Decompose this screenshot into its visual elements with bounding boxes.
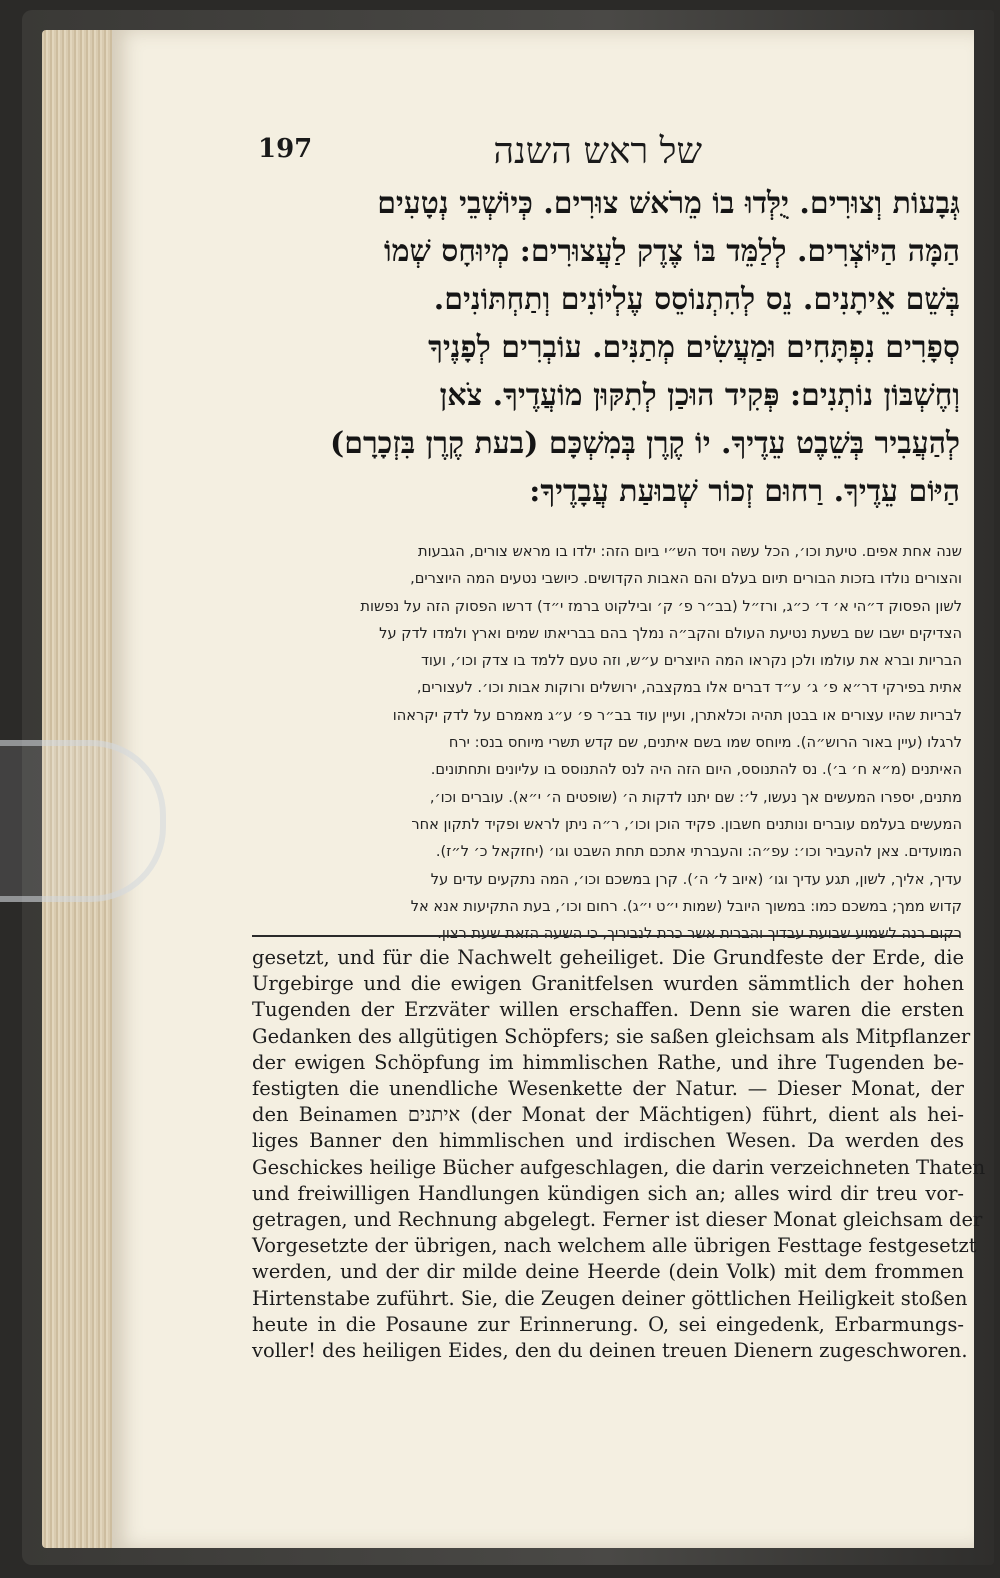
prayer-line: סְפָרִים נִפְתָּחִים וּמַעֲשִׂים מְתַנִּים. עוֹבְרִים לְפָנֶיךָ (428, 330, 960, 365)
prayer-line: גְּבָעוֹת וְצוּרִים. יֻלְּדוּ בוֹ מֵרֹאשׁ צוּרִים. כְּיוֹשְׁבֵי נְטָעִים (377, 186, 960, 221)
translation-line: heute in die Posaune zur Erinnerung. O, sei eingedenk, Erbarmungs- (252, 1312, 964, 1336)
commentary-line: רקום רנה לשמוע שבועת עבדיך והברית אשר כרת לנביריך, כי השעה הזאת שעת רצון. (437, 925, 962, 943)
prayer-line: לְהַעֲבִיר בְּשֵׁבֶט עֵדֶיךָ. יוֹ קֶרֶן בְּמִשְׁכָּם (בעת קֶרֶן בִּזְכָרָם) (330, 426, 960, 461)
commentary-line: לשון הפסוק ד״הי א׳ ד׳ כ״ג, ורז״ל (בב״ר פ׳ ק׳ ובילקוט ברמז י״ד) דרשו הפסוק הזה על נפשות (360, 597, 962, 615)
translation-line: den Beinamen איתנים (der Monat der Mächtigen) führt, dient als hei- (252, 1103, 965, 1127)
prayer-line: הַמָּה הַיּוֹצְרִים. לְלַמֵּד בּוֹ צֶדֶק לַעֲצוּרִים: מְיוּחָס שְׁמוֹ (384, 234, 960, 269)
translation-line: Geschickes heilige Bücher aufgeschlagen, die darin verzeichneten Thaten (252, 1155, 986, 1179)
commentary-line: עדיך, אליך, לשון, תגע עדיך וגו׳ (איוב ל׳ ה׳). קרן במשכם וכו׳, המה נתקעים עדים על (430, 870, 962, 888)
commentary-line: הצדיקים ישבו שם בשעת נטיעת העולם והקב״ה נמלך בהם בבריאתו שמים וארץ ולמדו לדק על (379, 624, 962, 642)
commentary-line: לרגלו (עיין באור הרוש״ה). מיוחס שמו בשם איתנים, שם קדש תשרי מיוחס בנס: ירח (448, 734, 962, 752)
translation-line: gesetzt, und für die Nachwelt geheiliget. Die Grundfeste der Erde, die (252, 946, 964, 969)
translation-line: Gedanken des allgütigen Schöpfers; sie saßen gleichsam als Mitpflanzer (252, 1024, 971, 1048)
translation-line: getragen, und Rechnung abgelegt. Ferner ist dieser Monat gleichsam der (252, 1208, 983, 1232)
prayer-line: וְחֶשְׁבּוֹן נוֹתְנִים: פְּקִיד הוּכַן לְתִקּוּן מוֹעֲדֶיךָ. צֹאן (439, 378, 960, 413)
bookmark-clip (0, 740, 166, 902)
hebrew-prayer-text (245, 180, 960, 525)
commentary-line: והצורים נולדו בזכות הבורים תיום בעלם והם האבות הקדושים. כיושבי נטעים המה היוצרים, (410, 570, 962, 588)
translation-line: Tugenden der Erzväter willen erschaffen. Denn sie waren die ersten (252, 998, 964, 1022)
commentary-line: המעשים בעלמם עוברים ונותנים חשבון. פקיד הוכן וכו׳, ר״ה ניתן לראש ופקיד לתקון אחר (411, 815, 962, 833)
prayer-line: בְּשֵׁם אֵיתָנִים. נֵס לְהִתְנוֹסֵס עֶלְיוֹנִים וְתַחְתּוֹנִים. (433, 282, 960, 317)
page-header (258, 130, 958, 174)
translation-line: und freiwilligen Handlungen kündigen sich an; alles wird dir treu vor- (252, 1181, 964, 1205)
prayer-line: הַיּוֹם עֵדֶיךָ. רַחוּם זְכוֹר שְׁבוּעַת עֲבָדֶיךָ: (529, 474, 960, 509)
german-translation (252, 945, 986, 1375)
commentary-line: מתנים, יספרו המעשים אך נעשו, ל׳: שם יתנו לדקות ה׳ (שופטים ה׳ י״א). עוברים וכו׳, (429, 788, 962, 806)
commentary-line: אתית בפירקי דר״א פ׳ ג׳ ע״ד דברים אלו במקצבה, ירושלים ורוקות אבות וכו׳. לעצורים, (416, 679, 962, 697)
commentary-line: המועדים. צאן להעביר וכו׳: עפ״ה: והעברתי אתכם תחת השבט וגו׳ (יחזקאל כ׳ ל״ז). (435, 843, 962, 861)
translation-line: liges Banner den himmlischen und irdischen Wesen. Da werden des (252, 1129, 964, 1153)
section-divider (252, 935, 960, 937)
commentary-line: שנה אחת אפים. טיעת וכו׳, הכל עשה ויסד הש״י ביום הזה: ילדו בו מראש צורים, הגבעות (418, 543, 962, 560)
running-head: של ראש השנה (493, 131, 702, 172)
translation-line: Urgebirge und die ewigen Granitfelsen wurden sämmtlich der hohen (252, 972, 964, 996)
commentary-line: קדוש ממך; במשכם כמו: במשוך היובל (שמות י״ט י״ג). רחום וכו׳, בעת התקיעות אנא אל (410, 897, 962, 915)
translation-line: voller! des heiligen Eides, den du deinen treuen Dienern zugeschworen. (252, 1339, 968, 1363)
translation-line: Vorgesetzte der übrigen, nach welchem alle übrigen Festtage festgesetzt (252, 1234, 977, 1258)
translation-line: der ewigen Schöpfung im himmlischen Rathe, und ihre Tugenden be- (252, 1050, 964, 1074)
commentary-line: לבריות שהיו עצורים או בבטן תהיה וכלאתרן, ועיין עוד בב״ר פ׳ ע״ג מאמרם על לדק יקראהו (392, 706, 962, 724)
commentary-line: הבריות וברא את עולמו ולכן נקראו המה היוצרים ע״ש, וזה טעם ללמד בו צדק וכו׳, ועוד (420, 652, 962, 670)
hebrew-commentary (250, 538, 962, 943)
translation-line: festigten die unendliche Wesenkette der Natur. — Dieser Monat, der (252, 1077, 964, 1101)
translation-line: Hirtenstabe zuführt. Sie, die Zeugen deiner göttlichen Heiligkeit stoßen (252, 1286, 968, 1310)
translation-line: werden, und der dir milde deine Heerde (dein Volk) mit dem frommen (252, 1260, 964, 1284)
page-number: 197 (258, 134, 313, 164)
commentary-line: האיתנים (מ״א ח׳ ב׳). נס להתנוסס, היום הזה היה לנס להתנוסס בו עליונים ותחתונים. (430, 761, 962, 779)
